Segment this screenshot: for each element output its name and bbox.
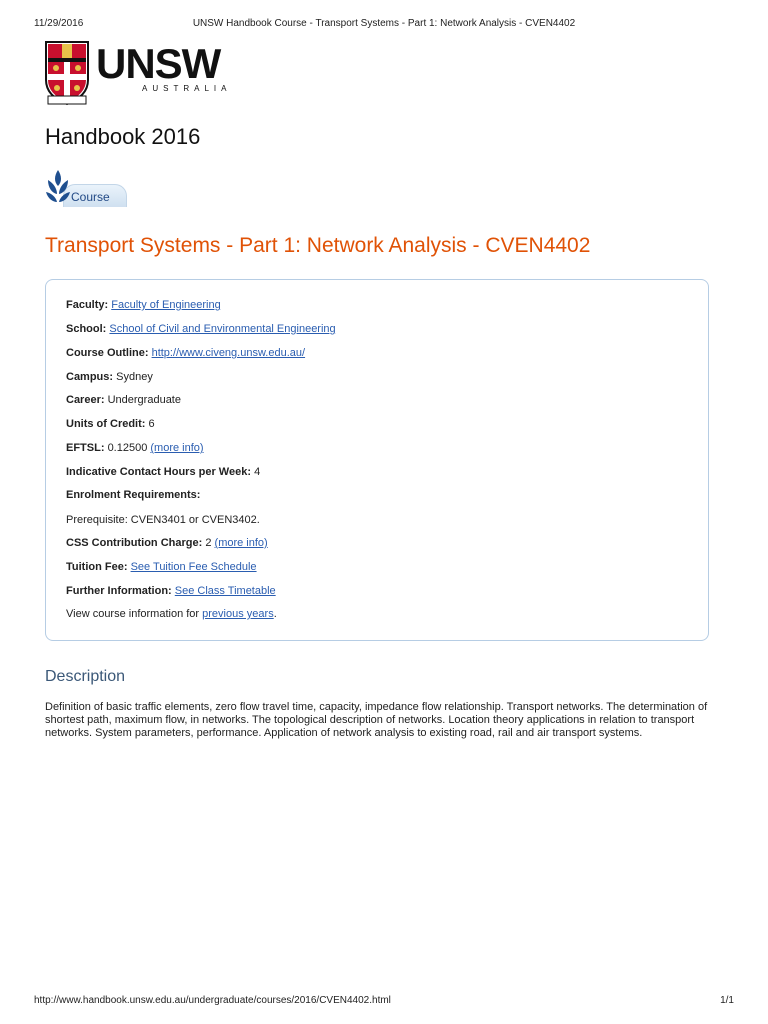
previous-years-link[interactable]: previous years — [202, 608, 274, 620]
campus-row — [66, 371, 153, 383]
print-url: http://www.handbook.unsw.edu.au/undergraduate/courses/2016/CVEN4402.html — [34, 995, 391, 1006]
tuition-fee-label: Tuition Fee: — [66, 561, 128, 573]
contact-hours-label: Indicative Contact Hours per Week: — [66, 466, 252, 478]
career-label: Career: — [66, 394, 105, 406]
course-tab[interactable] — [45, 168, 127, 208]
css-more-info-link[interactable]: (more info) — [214, 537, 268, 549]
campus-value: Sydney — [116, 371, 153, 383]
course-tab-label: Course — [71, 190, 110, 204]
unsw-wordmark: UNSW — [96, 40, 221, 87]
print-header — [0, 18, 768, 32]
course-outline-label: Course Outline: — [66, 347, 149, 359]
class-timetable-link[interactable]: See Class Timetable — [174, 585, 276, 597]
faculty-label: Faculty: — [66, 299, 109, 311]
tuition-fee-link[interactable]: See Tuition Fee Schedule — [130, 561, 257, 573]
course-outline-row — [66, 347, 305, 359]
eftsl-more-info-link[interactable]: (more info) — [150, 442, 204, 454]
css-charge-label: CSS Contribution Charge: — [66, 537, 203, 549]
previous-years-period: . — [273, 608, 277, 620]
tuition-fee-row — [66, 561, 257, 573]
contact-hours-row — [66, 466, 260, 478]
handbook-title: Handbook 2016 — [45, 124, 201, 149]
css-charge-value: 2 — [205, 537, 212, 549]
course-info-box — [45, 279, 709, 641]
course-title: Transport Systems - Part 1: Network Analysis - CVEN4402 — [45, 234, 591, 257]
unsw-subtitle: AUSTRALIA — [142, 84, 232, 93]
career-value: Undergraduate — [107, 394, 181, 406]
prerequisite-text: Prerequisite: CVEN3401 or CVEN3402. — [66, 514, 260, 526]
further-information-label: Further Information: — [66, 585, 172, 597]
css-charge-row — [66, 537, 268, 549]
eftsl-row — [66, 442, 204, 454]
print-title: UNSW Handbook Course - Transport Systems - Part 1: Network Analysis - CVEN4402 — [192, 18, 576, 29]
enrolment-requirements-row — [66, 489, 200, 501]
unsw-logo[interactable] — [44, 40, 234, 106]
contact-hours-value: 4 — [254, 466, 261, 478]
faculty-link[interactable]: Faculty of Engineering — [111, 299, 221, 311]
eftsl-label: EFTSL: — [66, 442, 105, 454]
school-label: School: — [66, 323, 107, 335]
units-of-credit-row — [66, 418, 155, 430]
description-heading: Description — [45, 668, 126, 685]
school-link[interactable]: School of Civil and Environmental Engineering — [109, 323, 336, 335]
previous-years-text: View course information for — [66, 608, 200, 620]
enrolment-requirements-label: Enrolment Requirements: — [66, 489, 201, 501]
campus-label: Campus: — [66, 371, 114, 383]
unsw-crest-icon — [44, 40, 90, 106]
school-row — [66, 323, 336, 335]
description-body: Definition of basic traffic elements, zero flow travel time, capacity, impedance flow relationship. Transport networks. The determination of shortest path, maximum flow, in networks. The topological description of networks. Location theory applications in relation to transport networks. System parameters, performance. Application of network analysis to existing road, rail and air transport systems. — [45, 701, 708, 739]
print-date: 11/29/2016 — [34, 18, 84, 29]
page-number: 1/1 — [720, 995, 734, 1006]
previous-years-row — [66, 608, 277, 620]
faculty-row — [66, 299, 221, 311]
units-of-credit-value: 6 — [148, 418, 155, 430]
prerequisite-row — [66, 514, 260, 526]
eftsl-value: 0.12500 — [107, 442, 148, 454]
course-outline-link[interactable]: http://www.civeng.unsw.edu.au/ — [151, 347, 306, 359]
further-information-row — [66, 585, 276, 597]
leaf-icon — [45, 168, 71, 206]
units-of-credit-label: Units of Credit: — [66, 418, 146, 430]
career-row — [66, 394, 181, 406]
print-footer — [0, 995, 768, 1009]
